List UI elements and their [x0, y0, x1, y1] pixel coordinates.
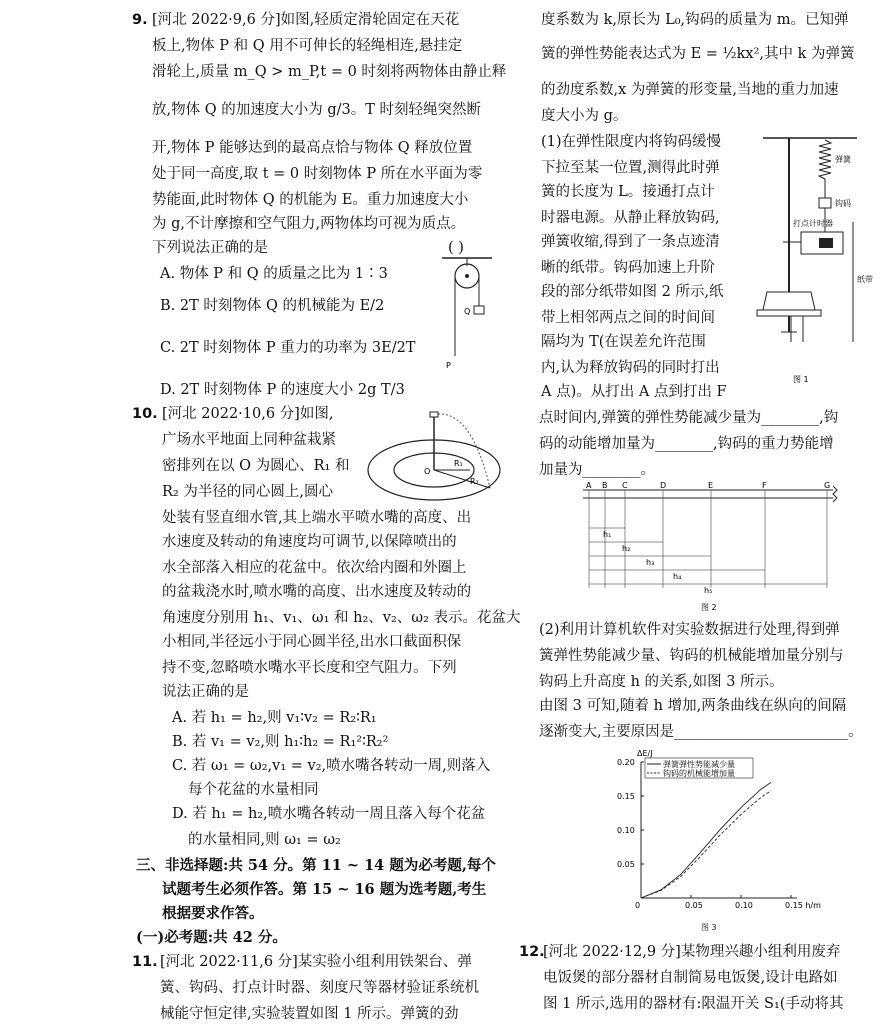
tape-point-label: B: [602, 481, 608, 490]
q-label: Q: [464, 307, 471, 316]
q10-option-b: B. 若 v₁ = v₂,则 h₁∶h₂ = R₁²∶R₂²: [172, 734, 389, 750]
h-measure-label: h₃: [646, 558, 655, 567]
q10-number: 10.: [132, 406, 158, 422]
part2-line: 钩码上升高度 h 的关系,如图 3 所示。: [539, 674, 784, 690]
q11-cont-line: 度大小为 g。: [541, 108, 628, 124]
y-tick-label: 0.10: [617, 826, 635, 835]
q10-line: 说法正确的是: [162, 684, 249, 700]
y-tick-label: 0.15: [617, 792, 635, 801]
q10-option-c: C. 若 ω₁ = ω₂,v₁ = v₂,喷水嘴各转动一周,则落入: [172, 758, 491, 774]
section-heading: 根据要求作答。: [162, 905, 264, 922]
q10-option-d-cont: 的水量相同,则 ω₁ = ω₂: [188, 832, 341, 848]
r1-label: R₁: [454, 459, 463, 468]
x-tick-label: 0.05: [685, 901, 703, 910]
part1-line: (1)在弹性限度内将钩码缓慢: [541, 134, 722, 150]
part2-line: 簧弹性势能减少量、钩码的机械能增加量分别与: [539, 648, 844, 664]
q10-line: 密排列在以 O 为圆心、R₁ 和: [162, 458, 350, 474]
tape-point-label: F: [762, 481, 767, 490]
tape-figure: [583, 481, 843, 614]
q10-line: 小相同,半径远小于同心圆半径,出水口截面积保: [162, 634, 462, 650]
x-tick-label: 0: [635, 901, 641, 910]
weight-label: 钩码: [835, 199, 851, 208]
part1-end-line: 码的动能增加量为________,钩码的重力势能增: [539, 436, 834, 452]
energy-chart: [611, 746, 821, 910]
part1-end-line: 点时间内,弹簧的弹性势能减少量为________,钩: [539, 410, 839, 426]
part1-line: 隔均为 T(在误差允许范围: [541, 334, 706, 350]
q10-line: 处装有竖直细水管,其上端水平喷水嘴的高度、出: [162, 510, 472, 526]
q9-option-c: C. 2T 时刻物体 P 重力的功率为 3E/2T: [160, 340, 416, 356]
o-label: O: [424, 467, 431, 476]
fig1-caption: 图 1: [793, 375, 809, 384]
q9-number: 9.: [132, 12, 148, 28]
answer-blank: ( ): [448, 240, 464, 256]
part1-end-line: 加量为________。: [539, 462, 655, 478]
q9-line: 势能面,此时物体 Q 的机能为 E。重力加速度大小: [152, 192, 469, 208]
q9-line: 开,物体 P 能够达到的最高点恰与物体 Q 释放位置: [152, 140, 473, 156]
q11-line: 簧、钩码、打点计时器、刻度尺等器材验证系统机: [160, 980, 479, 996]
q12-line: 电饭煲的部分器材自制简易电饭煲,设计电路如: [543, 970, 838, 986]
tape-point-label: A: [586, 481, 592, 490]
x-tick-label: 0.10: [735, 901, 753, 910]
q10-option-d: D. 若 h₁ = h₂,喷水嘴各转动一周且落入每个花盆: [172, 806, 486, 822]
q11-cont-line: 的劲度系数,x 为弹簧的形变量,当地的重力加速: [541, 82, 839, 98]
q10-line: 角速度分别用 h₁、v₁、ω₁ 和 h₂、v₂、ω₂ 表示。花盆大: [162, 610, 521, 626]
q9-line: 放,物体 Q 的加速度大小为 g/3。T 时刻轻绳突然断: [152, 102, 481, 118]
q11-line: 械能守恒定律,实验装置如图 1 所示。弹簧的劲: [160, 1006, 459, 1022]
series-line: [641, 782, 771, 898]
part1-line: 内,认为释放钩码的同时打出: [541, 360, 720, 376]
tape-label: 纸带: [857, 275, 873, 284]
tape-point-label: D: [660, 481, 667, 490]
tape-point-label: C: [622, 481, 628, 490]
r2-label: R₂: [470, 477, 479, 486]
section-heading: 三、非选择题:共 54 分。第 11 ~ 14 题为必考题,每个: [136, 857, 496, 874]
q10-line: R₂ 为半径的同心圆上,圆心: [162, 484, 333, 500]
apparatus-figure: [753, 132, 879, 388]
q10-option-a: A. 若 h₁ = h₂,则 v₁∶v₂ = R₂∶R₁: [172, 710, 377, 726]
spring-label: 弹簧: [835, 155, 851, 164]
part1-line: 弹簧收缩,得到了一条点迹清: [541, 234, 720, 250]
x-tick-label: 0.15 h/m: [785, 901, 821, 910]
q11-cont-line: 簧的弹性势能表达式为 E = ½kx²,其中 k 为弹簧: [541, 46, 855, 62]
part1-line: 下拉至某一位置,测得此时弹: [541, 160, 720, 176]
y-axis-label: ΔE/J: [637, 749, 653, 758]
q10-line: 水速度及转动的角速度均可调节,以保障喷出的: [162, 534, 457, 550]
q10-line: 广场水平地面上同种盆栽紧: [162, 432, 336, 448]
q10-line: 持不变,忽略喷水嘴水平长度和空气阻力。下列: [162, 660, 457, 676]
fountain-figure: [362, 408, 502, 503]
part1-line: 带上相邻两点之间的时间间: [541, 310, 715, 326]
h-measure-label: h₁: [603, 530, 612, 539]
part1-line: 晰的纸带。钩码加速上升阶: [541, 260, 715, 276]
part1-line: 段的部分纸带如图 2 所示,纸: [541, 284, 724, 300]
section-heading: 试题考生必须作答。第 15 ~ 16 题为选考题,考生: [162, 881, 487, 898]
q9-line: 处于同一高度,取 t = 0 时刻物体 P 所在水平面为零: [152, 166, 483, 182]
part2-line: (2)利用计算机软件对实验数据进行处理,得到弹: [539, 622, 840, 638]
q10-line: 的盆栽浇水时,喷水嘴的高度、出水速度及转动的: [162, 584, 472, 600]
q9-option-d: D. 2T 时刻物体 P 的速度大小 2g T/3: [160, 382, 405, 398]
fig2-caption: 图 2: [701, 603, 717, 612]
q9-line: [河北 2022·9,6 分]如图,轻质定滑轮固定在天花: [152, 12, 460, 28]
h-measure-label: h₅: [704, 586, 713, 595]
q10-line: [河北 2022·10,6 分]如图,: [162, 406, 334, 422]
q10-option-c-cont: 每个花盆的水量相同: [188, 782, 319, 798]
part2-line: 逐渐变大,主要原因是________________________。: [539, 724, 863, 740]
q9-line: 滑轮上,质量 m_Q > m_P,t = 0 时刻将两物体由静止释: [152, 64, 507, 80]
q12-line: [河北 2022·12,9 分]某物理兴趣小组利用废弃: [543, 944, 841, 960]
fig3-caption: 图 3: [701, 923, 717, 932]
q11-line: [河北 2022·11,6 分]某实验小组利用铁架台、弹: [160, 954, 472, 970]
q9-line: 板上,物体 P 和 Q 用不可伸长的轻绳相连,悬挂定: [152, 38, 463, 54]
pulley-figure: [442, 256, 502, 376]
q9-option-a: A. 物体 P 和 Q 的质量之比为 1∶3: [160, 266, 388, 282]
p-label: P: [446, 361, 451, 370]
timer-label: 打点计时器: [793, 219, 833, 228]
h-measure-label: h₂: [622, 544, 631, 553]
series-line: [641, 791, 771, 898]
part2-line: 由图 3 可知,随着 h 增加,两条曲线在纵向的间隔: [539, 698, 847, 714]
y-tick-label: 0.20: [617, 758, 635, 767]
tape-point-label: G: [824, 481, 831, 490]
q12-number: 12.: [519, 944, 545, 960]
q9-line: 下列说法正确的是: [152, 240, 268, 256]
h-measure-label: h₄: [673, 572, 682, 581]
legend-label: 弹簧弹性势能减少量: [663, 760, 735, 769]
part1-line: 时器电源。从静止释放钩码,: [541, 210, 720, 226]
part1-line: A 点)。从打出 A 点到打出 F: [541, 384, 727, 400]
part1-line: 簧的长度为 L。接通打点计: [541, 184, 715, 200]
subsection-heading: (一)必考题:共 42 分。: [136, 929, 287, 946]
legend-label: 钩码的机械能增加量: [663, 769, 735, 778]
q11-number: 11.: [132, 954, 158, 970]
q9-line: 为 g,不计摩擦和空气阻力,两物体均可视为质点。: [152, 216, 466, 232]
tape-point-label: E: [708, 481, 714, 490]
q10-line: 水全部落入相应的花盆中。依次给内圈和外圈上: [162, 560, 467, 576]
y-tick-label: 0.05: [617, 860, 635, 869]
q12-line: 图 1 所示,选用的器材有:限温开关 S₁(手动将其: [543, 996, 844, 1012]
q9-option-b: B. 2T 时刻物体 Q 的机械能为 E/2: [160, 298, 385, 314]
q11-cont-line: 度系数为 k,原长为 L₀,钩码的质量为 m。已知弹: [541, 12, 849, 28]
